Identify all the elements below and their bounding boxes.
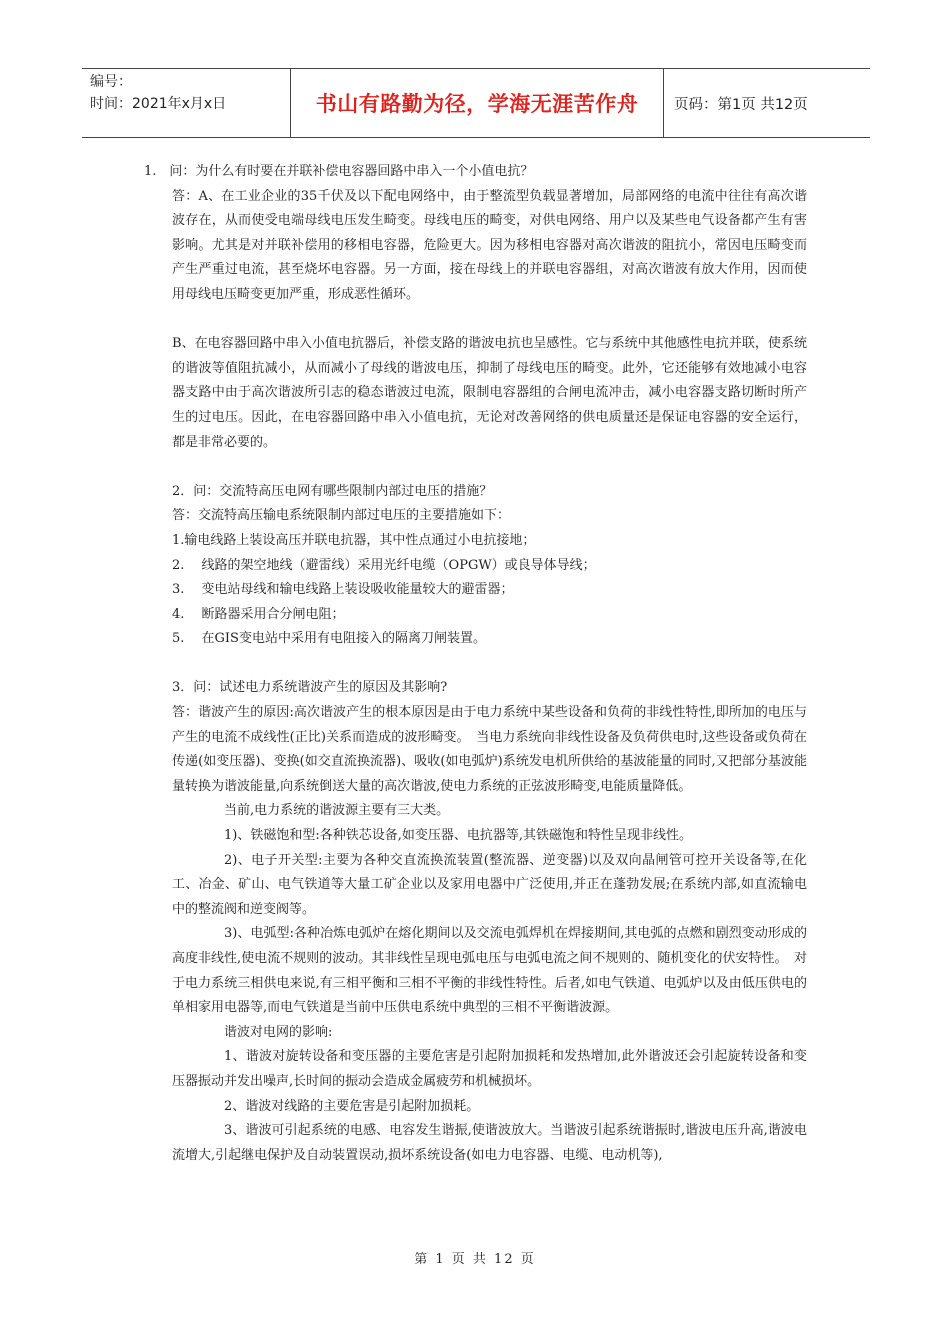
- page-header: [82, 68, 870, 138]
- paragraph-gap: [172, 455, 807, 480]
- harmonic-source-1: 1)、铁磁饱和型:各种铁芯设备,如变压器、电抗器等,其铁磁饱和特性呈现非线性。: [224, 828, 692, 844]
- harmonic-effect-1: 1、谐波对旋转设备和变压器的主要危害是引起附加损耗和发热增加,此外谐波还会引起旋转设备和变压器振动并发出噪声,长时间的振动会造成金属疲劳和机械损坏。: [172, 1049, 807, 1089]
- question-1: 1. 问：为什么有时要在并联补偿电容器回路中串入一个小值电抗？: [144, 164, 534, 179]
- document-body: [144, 160, 807, 1168]
- measure-item-2: 2. 线路的架空地线（避雷线）采用光纤电缆（OPGW）或良导体导线；: [172, 557, 596, 573]
- header-motto: 书山有路勤为径，学海无涯苦作舟: [290, 69, 664, 137]
- page-footer: 第 1 页 共 12 页: [414, 1252, 536, 1267]
- measure-item-1: 1.输电线路上装设高压并联电抗器，其中性点通过小电抗接地；: [172, 532, 536, 548]
- harmonic-sources-intro: 当前,电力系统的谐波源主要有三大类。: [224, 803, 450, 819]
- paragraph-gap: [172, 308, 807, 333]
- document-number-label: 编号：: [90, 74, 132, 90]
- question-2: 2．问：交流特高压电网有哪些限制内部过电压的措施？: [172, 483, 493, 499]
- harmonic-source-2: 2)、电子开关型:主要为各种交直流换流装置(整流器、逆变器)以及双向晶闸管可控开关设备等,在化工、冶金、矿山、电气铁道等大量工矿企业以及家用电器中广泛使用,并正在蓬勃发展;在系统内部,如直流输电中的整流阀和逆变阀等。: [172, 852, 807, 917]
- harmonic-source-3: 3)、电弧型:各种冶炼电弧炉在熔化期间以及交流电弧焊机在焊接期间,其电弧的点燃和剧烈变动形成的高度非线性,使电流不规则的波动。其非线性呈现电弧电压与电弧电流之间不规则的、随机变化的伏安特性。 对于电力系统三相供电来说,有三相平衡和三相不平衡的非线性特性。后者,如电气铁道、电弧炉以及由低压供电的单相家用电器等,而电气铁道是当前中压供电系统中典型的三相不平衡谐波源。: [172, 926, 807, 1016]
- measure-item-5: 5. 在GIS变电站中采用有电阻接入的隔离刀闸装置。: [172, 631, 486, 647]
- answer-1b: B、在电容器回路中串入小值电抗器后，补偿支路的谐波电抗也呈感性。它与系统中其他感性电抗并联，使系统的谐波等值阻抗减小，从而减小了母线的谐波电压，抑制了母线电压的畸变。此外，它还能够有效地减小电容器支路中由于高次谐波所引志的稳态谐波过电流，限制电容器组的合闸电流冲击，减小电容器支路切断时所产生的过电压。因此，在电容器回路中串入小值电抗，无论对改善网络的供电质量还是保证电容器的安全运行，都是非常必要的。: [172, 336, 807, 450]
- question-3: 3．问：试述电力系统谐波产生的原因及其影响?: [172, 680, 448, 696]
- measure-item-3: 3. 变电站母线和输电线路上装设吸收能量较大的避雷器；: [172, 582, 514, 598]
- document-time-label: 时间：2021年x月x日: [90, 96, 227, 112]
- harmonic-effect-2: 2、谐波对线路的主要危害是引起附加损耗。: [224, 1098, 480, 1114]
- harmonic-effects-heading: 谐波对电网的影响:: [224, 1024, 333, 1040]
- answer-3-causes: 答：谐波产生的原因:高次谐波产生的根本原因是由于电力系统中某些设备和负荷的非线性特性,即所加的电压与产生的电流不成线性(正比)关系而造成的波形畸变。 当电力系统向非线性设备及负荷供电时,这些设备或负荷在传递(如变压器)、变换(如交直流换流器)、吸收(如电弧炉)系统发电机所供给的基波能量的同时,又把部分基波能量转换为谐波能量,向系统倒送大量的高次谐波,使电力系统的正弦波形畸变,电能质量降低。: [172, 705, 807, 794]
- answer-2-intro: 答：交流特高压输电系统限制内部过电压的主要措施如下：: [172, 508, 511, 524]
- measure-item-4: 4. 断路器采用合分闸电阻；: [172, 606, 345, 622]
- paragraph-gap: [172, 652, 807, 677]
- answer-1a: 答：A、在工业企业的35千伏及以下配电网络中，由于整流型负载显著增加，局部网络的电流中往往有高次谐波存在，从而使受电端母线电压发生畸变。母线电压的畸变，对供电网络、用户以及某些电气设备都产生有害影响。尤其是对并联补偿用的移相电容器，危险更大。因为移相电容器对高次谐波的阻抗小，常因电压畸变而产生严重过电流，甚至烧坏电容器。另一方面，接在母线上的并联电容器组，对高次谐波有放大作用，因而使用母线电压畸变更加严重，形成恶性循环。: [172, 188, 807, 302]
- harmonic-effect-3: 3、谐波可引起系统的电感、电容发生谐振,使谐波放大。当谐波引起系统谐振时,谐波电压升高,谐波电流增大,引起继电保护及自动装置误动,损坏系统设备(如电力电容器、电缆、电动机等),: [172, 1123, 807, 1163]
- header-meta: [82, 69, 290, 137]
- header-page-info: 页码：第1页 共12页: [674, 96, 808, 113]
